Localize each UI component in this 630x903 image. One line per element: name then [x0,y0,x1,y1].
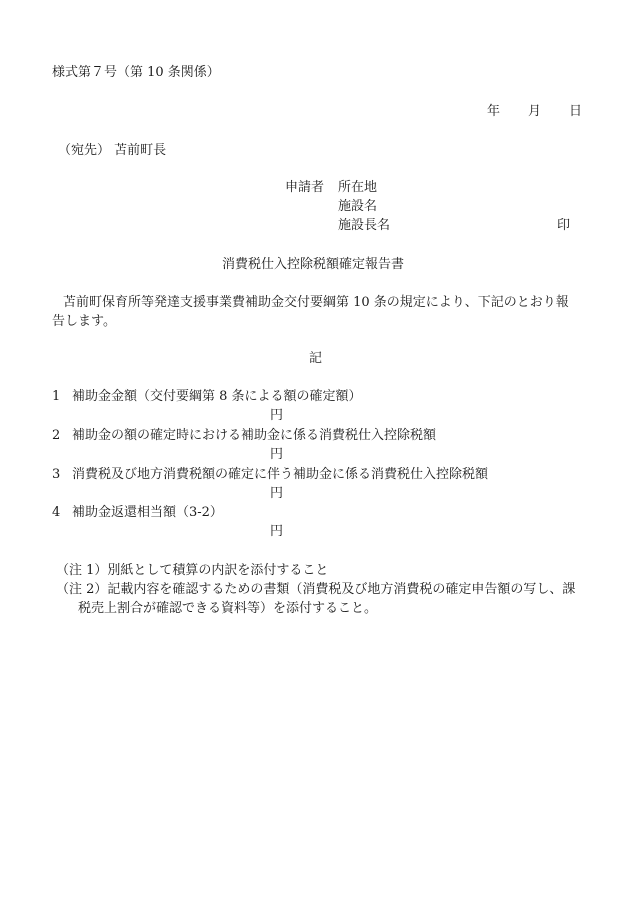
body-line-1: 苫前町保育所等発達支援事業費補助金交付要綱第 10 条の規定により、下記のとおり報 [63,295,569,310]
ki-heading: 記 [309,351,323,366]
applicant-label: 申請者 [285,180,325,195]
note-1: （注 1）別紙として積算の内訳を添付すること [56,563,329,578]
note-2-line-2: 税売上割合が確認できる資料等）を添付すること。 [78,601,378,616]
date-month: 月 [528,104,542,119]
item-2-unit: 円 [270,447,284,462]
item-3-number: 3 [52,467,61,482]
item-1-unit: 円 [270,408,284,423]
director-label: 施設長名 [338,218,391,233]
form-number: 様式第７号（第 10 条関係） [52,65,220,80]
facility-label: 施設名 [338,199,378,214]
addressee: （宛先） 苫前町長 [58,143,167,158]
item-1-number: 1 [52,389,61,404]
item-4-unit: 円 [270,524,284,539]
item-2-label: 補助金の額の確定時における補助金に係る消費税仕入控除税額 [72,428,437,443]
item-4-label: 補助金返還相当額（3-2） [72,505,223,520]
note-2-line-1: （注 2）記載内容を確認するための書類（消費税及び地方消費税の確定申告額の写し、課 [56,582,576,597]
item-3-unit: 円 [270,486,284,501]
date-year: 年 [487,104,501,119]
item-2-number: 2 [52,428,61,443]
document-title: 消費税仕入控除税額確定報告書 [222,257,405,272]
date-day: 日 [569,104,583,119]
item-1-label: 補助金金額（交付要綱第 8 条による額の確定額） [72,389,362,404]
address-label: 所在地 [338,180,378,195]
seal-mark: 印 [557,218,571,233]
item-4-number: 4 [52,505,61,520]
item-3-label: 消費税及び地方消費税額の確定に伴う補助金に係る消費税仕入控除税額 [72,467,489,482]
body-line-2: 告します。 [52,314,116,329]
